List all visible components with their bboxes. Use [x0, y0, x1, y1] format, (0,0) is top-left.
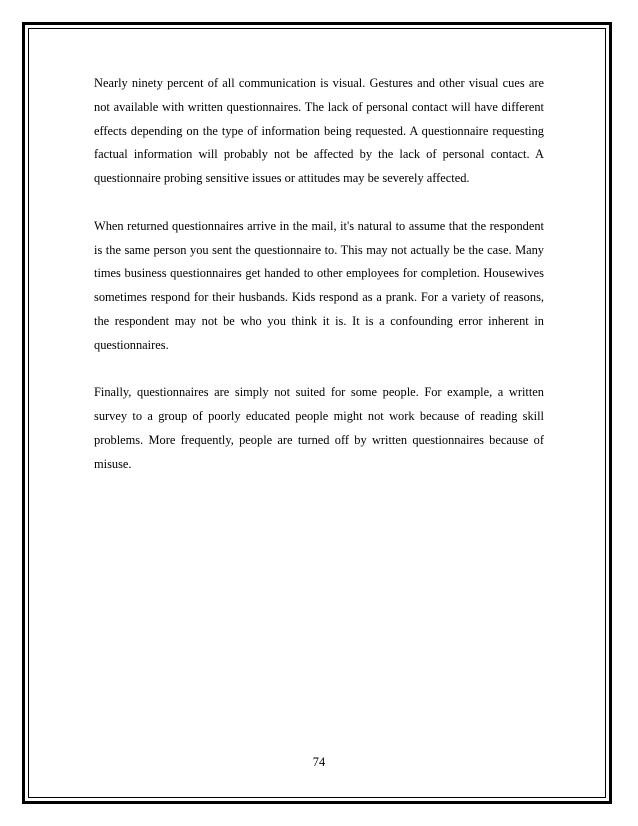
- paragraph-visual-communication: Nearly ninety percent of all communication is visual. Gestures and other visual cues are not available with written questionnaires. The lack of personal contact will have different effects depending on the type of information being requested. A questionnaire requesting factual information will probably not be affected by the lack of personal contact. A questionnaire probing sensitive issues or attitudes may be severely affected.: [94, 76, 544, 186]
- paragraph-respondent-identity: When returned questionnaires arrive in the mail, it's natural to assume that the respondent is the same person you sent the questionnaire to. This may not actually be the case. Many times business questionnaires get handed to other employees for completion. Housewives sometimes respond for their husbands. Kids respond as a prank. For a variety of reasons, the respondent may not be who you think it is. It is a confounding error inherent in questionnaires.: [94, 218, 544, 352]
- page-number: 74: [312, 755, 326, 769]
- paragraph-unsuitable-people: Finally, questionnaires are simply not suited for some people. For example, a written survey to a group of poorly educated people might not work because of reading skill problems. More frequently, people are turned off by written questionnaires because of misuse.: [94, 385, 544, 471]
- document-body: [94, 72, 544, 500]
